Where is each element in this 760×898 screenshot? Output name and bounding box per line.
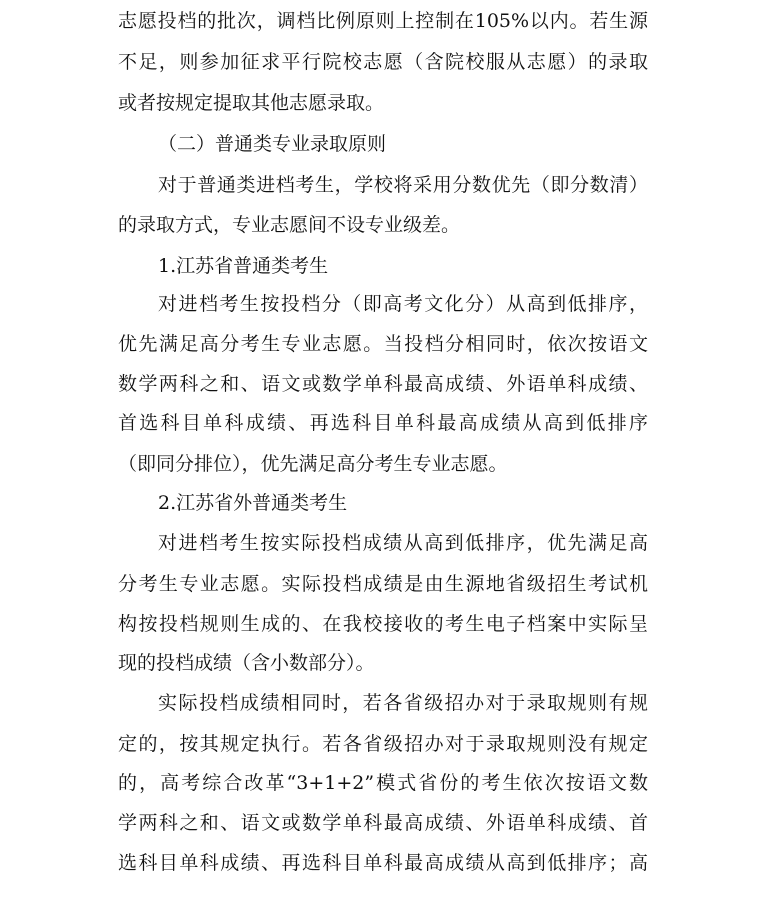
paragraph-line: 对进档考生按实际投档成绩从高到低排序，优先满足高 <box>158 532 648 554</box>
paragraph-line: 实际投档成绩相同时，若各省级招办对于录取规则有规 <box>158 692 648 714</box>
paragraph-line: 选科目单科成绩、再选科目单科最高成绩从高到低排序；高 <box>118 852 648 874</box>
paragraph-line: 或者按规定提取其他志愿录取。 <box>118 92 385 114</box>
paragraph-line: 优先满足高分考生专业志愿。当投档分相同时，依次按语文 <box>118 333 648 355</box>
paragraph-line: 对进档考生按投档分（即高考文化分）从高到低排序， <box>158 293 648 315</box>
paragraph-line: 志愿投档的批次，调档比例原则上控制在105%以内。若生源 <box>118 10 648 32</box>
paragraph-line: 构按投档规则生成的、在我校接收的考生电子档案中实际呈 <box>118 613 648 635</box>
paragraph-line: 定的，按其规定执行。若各省级招办对于录取规则没有规定 <box>118 733 648 755</box>
subsection-heading: 2.江苏省外普通类考生 <box>158 492 348 514</box>
subsection-heading: 1.江苏省普通类考生 <box>158 255 329 277</box>
section-heading: （二）普通类专业录取原则 <box>158 133 387 155</box>
paragraph-line: 现的投档成绩（含小数部分）。 <box>118 652 375 674</box>
paragraph-line: （即同分排位），优先满足高分考生专业志愿。 <box>118 453 508 475</box>
paragraph-line: 分考生专业志愿。实际投档成绩是由生源地省级招生考试机 <box>118 573 648 595</box>
paragraph-line: 不足，则参加征求平行院校志愿（含院校服从志愿）的录取 <box>118 51 648 73</box>
paragraph-line: 数学两科之和、语文或数学单科最高成绩、外语单科成绩、 <box>118 373 648 395</box>
paragraph-line: 首选科目单科成绩、再选科目单科最高成绩从高到低排序 <box>118 412 648 434</box>
paragraph-line: 的录取方式，专业志愿间不设专业级差。 <box>118 214 461 236</box>
paragraph-line: 对于普通类进档考生，学校将采用分数优先（即分数清） <box>158 174 648 196</box>
paragraph-line: 的，高考综合改革“3+1+2”模式省份的考生依次按语文数 <box>118 772 648 794</box>
paragraph-line: 学两科之和、语文或数学单科最高成绩、外语单科成绩、首 <box>118 812 648 834</box>
